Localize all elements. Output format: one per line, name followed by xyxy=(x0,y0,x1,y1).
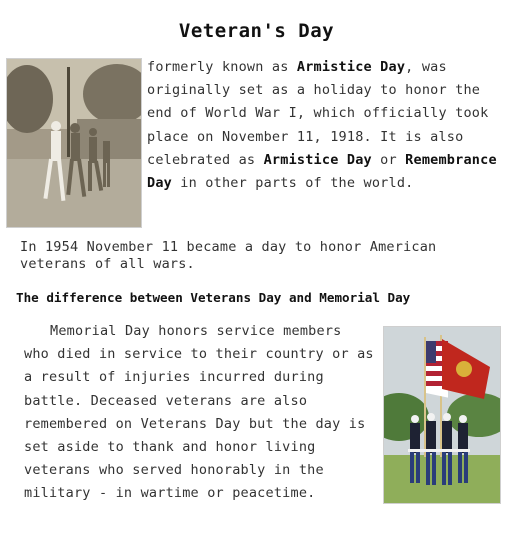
remembrance-day-term: Remembrance Day xyxy=(147,151,497,192)
difference-text: Memorial Day honors service members who died in service to their country or as a result of injuries incurred during battle. Deceased veterans are also remembered on Veterans Day but the day is set aside to thank and honor living veterans who served honorably in the military - in wartime or peacetime. xyxy=(24,323,374,502)
intro-text-3: or xyxy=(371,151,406,168)
sepia-parade-photo xyxy=(6,58,142,228)
difference-paragraph xyxy=(24,320,374,506)
history-paragraph: In 1954 November 11 became a day to honor American veterans of all wars. xyxy=(20,239,437,272)
intro-text-2: , was originally set as a holiday to honor the end of World War I, which officially took place on November 11, 1918. It is also celebrated as xyxy=(147,59,489,168)
intro-text-4: in other parts of the world. xyxy=(171,175,414,192)
color-guard-photo xyxy=(383,326,501,504)
armistice-day-term-2: Armistice Day xyxy=(263,151,372,168)
section-heading: The difference between Veterans Day and Memorial Day xyxy=(16,290,411,305)
intro-text-1: formerly known as xyxy=(147,59,297,75)
intro-paragraph xyxy=(147,56,507,195)
armistice-day-term: Armistice Day xyxy=(296,59,406,75)
page-title: Veteran's Day xyxy=(178,20,335,42)
